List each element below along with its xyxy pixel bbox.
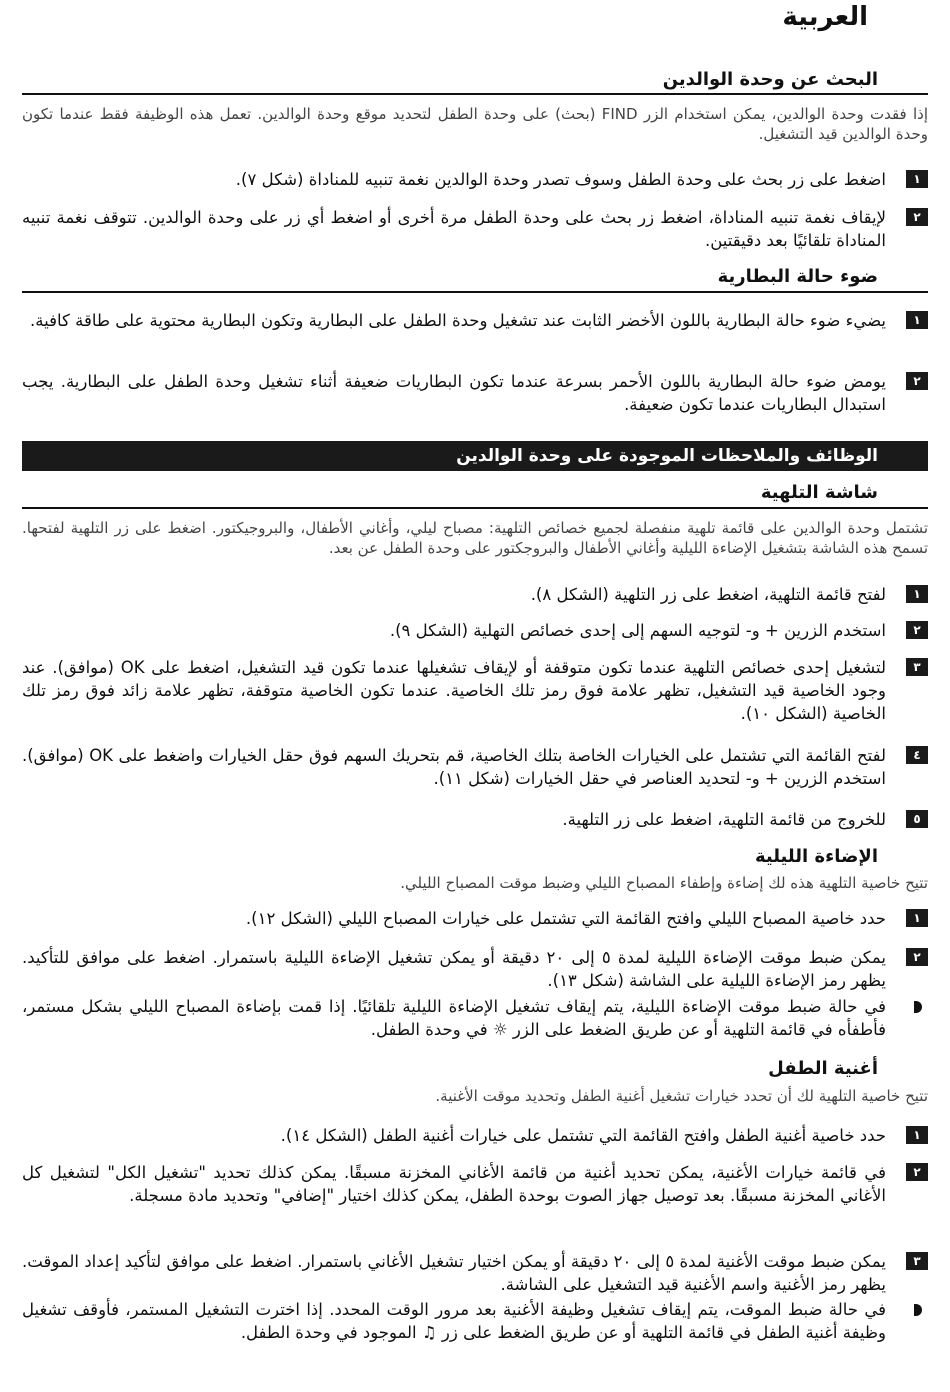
heading-rule bbox=[22, 291, 928, 293]
step-number: ٢ bbox=[906, 1163, 928, 1181]
step-number: ٤ bbox=[906, 746, 928, 764]
step-number: ٢ bbox=[906, 948, 928, 966]
step-item bbox=[22, 583, 928, 606]
step-number: ٢ bbox=[906, 372, 928, 390]
step-number: ٢ bbox=[906, 208, 928, 226]
step-number: ٣ bbox=[906, 1252, 928, 1270]
intro-night-light: تتيح خاصية التلهية هذه لك إضاءة وإطفاء المصباح الليلي وضبط موقت المصباح الليلي. bbox=[400, 874, 928, 892]
step-number: ٥ bbox=[906, 810, 928, 828]
note-item bbox=[22, 1298, 928, 1344]
step-number: ٢ bbox=[906, 621, 928, 639]
step-item bbox=[22, 1161, 928, 1207]
step-text: حدد خاصية أغنية الطفل وافتح القائمة التي تشتمل على خيارات أغنية الطفل (الشكل ١٤). bbox=[280, 1126, 886, 1145]
heading-battery-light: ضوء حالة البطارية bbox=[717, 266, 878, 287]
intro-find-parent-unit: إذا فقدت وحدة الوالدين، يمكن استخدام الزر FIND (بحث) على وحدة الطفل لتحديد موقع وحدة الوالدين. تعمل هذه الوظيفة فقط عندما تكون وحدة الوالدين قيد التشغيل. bbox=[22, 105, 928, 143]
heading-distraction-screen: شاشة التلهية bbox=[760, 482, 878, 503]
step-item bbox=[22, 1124, 928, 1147]
heading-rule bbox=[22, 507, 928, 509]
heading-find-parent-unit: البحث عن وحدة الوالدين bbox=[662, 69, 878, 90]
bullet-icon bbox=[914, 1304, 922, 1316]
section-banner: الوظائف والملاحظات الموجودة على وحدة الوالدين bbox=[22, 441, 928, 471]
note-text: في حالة ضبط الموقت، يتم إيقاف تشغيل وظيفة الأغنية بعد مرور الوقت المحدد. إذا اخترت التشغيل المستمر، فأوقف تشغيل وظيفة أغنية الطفل في قائمة التلهية أو عن طريق الضغط على زر ♫ الموجود في وحدة الطفل. bbox=[22, 1300, 886, 1342]
heading-rule bbox=[22, 93, 928, 95]
bullet-icon bbox=[914, 1001, 922, 1013]
step-item bbox=[22, 656, 928, 725]
heading-lullaby: أغنية الطفل bbox=[768, 1058, 878, 1079]
step-number: ١ bbox=[906, 170, 928, 188]
note-text: في حالة ضبط موقت الإضاءة الليلية، يتم إيقاف تشغيل الإضاءة الليلية تلقائيًا. إذا قمت بإضاءة المصباح الليلي بشكل مستمر، فأطفأه في قائمة التلهية أو عن طريق الضغط على الزر ☼ في وحدة الطفل. bbox=[22, 997, 886, 1039]
step-text: لتشغيل إحدى خصائص التلهية عندما تكون متوقفة أو لإيقاف تشغيلها عندما تكون قيد التشغيل، اضغط على OK (موافق). عند وجود الخاصية قيد التشغيل، تظهر علامة فوق رمز تلك الخاصية. عندما تكون الخاصية متوقفة، تظهر علامة زائد فوق رمز تلك الخاصية (الشكل ١٠). bbox=[22, 658, 886, 723]
step-text: لفتح القائمة التي تشتمل على الخيارات الخاصة بتلك الخاصية، قم بتحريك السهم فوق حقل الخيارات واضغط على OK (موافق). استخدم الزرين + و- لتحديد العناصر في حقل الخيارات (شكل ١١). bbox=[22, 746, 886, 788]
step-text: يمكن ضبط موقت الأغنية لمدة ٥ إلى ٢٠ دقيقة أو يمكن اختيار تشغيل الأغاني باستمرار. اضغط على موافق لتأكيد إعداد الموقت. يظهر رمز الأغنية واسم الأغنية قيد التشغيل على الشاشة. bbox=[22, 1252, 886, 1294]
step-number: ١ bbox=[906, 1126, 928, 1144]
step-number: ١ bbox=[906, 585, 928, 603]
step-item bbox=[22, 808, 928, 831]
step-item bbox=[22, 206, 928, 252]
step-text: يمكن ضبط موقت الإضاءة الليلية لمدة ٥ إلى ٢٠ دقيقة أو يمكن تشغيل الإضاءة الليلية باستمرار. اضغط على موافق للتأكيد. يظهر رمز الإضاءة الليلية على الشاشة (شكل ١٣). bbox=[22, 948, 886, 990]
step-number: ٣ bbox=[906, 658, 928, 676]
step-item bbox=[22, 946, 928, 992]
step-text: حدد خاصية المصباح الليلي وافتح القائمة التي تشتمل على خيارات المصباح الليلي (الشكل ١٢). bbox=[245, 909, 886, 928]
step-item bbox=[22, 744, 928, 790]
step-number: ١ bbox=[906, 311, 928, 329]
step-text: لفتح قائمة التلهية، اضغط على زر التلهية (الشكل ٨). bbox=[530, 585, 886, 604]
step-item bbox=[22, 309, 928, 332]
step-text: في قائمة خيارات الأغنية، يمكن تحديد أغنية من قائمة الأغاني المخزنة مسبقًا. يمكن كذلك تحديد "تشغيل الكل" لتشغيل كل الأغاني المخزنة مسبقًا. بعد توصيل جهاز الصوت بوحدة الطفل، يمكن كذلك اختيار "إضافي" وتحديد مادة مسجلة. bbox=[22, 1163, 886, 1205]
language-title: العربية bbox=[782, 2, 868, 32]
step-text: يضيء ضوء حالة البطارية باللون الأخضر الثابت عند تشغيل وحدة الطفل على البطارية وتكون البطارية محتوية على طاقة كافية. bbox=[30, 311, 886, 330]
step-item bbox=[22, 370, 928, 416]
heading-night-light: الإضاءة الليلية bbox=[754, 846, 878, 867]
step-item bbox=[22, 619, 928, 642]
step-text: يومض ضوء حالة البطارية باللون الأحمر بسرعة عندما تكون البطاريات ضعيفة أثناء تشغيل وحدة الطفل على البطارية. يجب استبدال البطاريات عندما تكون ضعيفة. bbox=[22, 372, 886, 414]
intro-lullaby: تتيح خاصية التلهية لك أن تحدد خيارات تشغيل أغنية الطفل وتحديد موقت الأغنية. bbox=[435, 1087, 928, 1105]
note-item bbox=[22, 995, 928, 1041]
step-text: للخروج من قائمة التلهية، اضغط على زر التلهية. bbox=[562, 810, 886, 829]
step-number: ١ bbox=[906, 909, 928, 927]
step-item bbox=[22, 907, 928, 930]
step-item bbox=[22, 1250, 928, 1296]
step-text: استخدم الزرين + و- لتوجيه السهم إلى إحدى خصائص التهلية (الشكل ٩). bbox=[389, 621, 886, 640]
step-text: اضغط على زر بحث على وحدة الطفل وسوف تصدر وحدة الوالدين نغمة تنبيه للمناداة (شكل ٧). bbox=[235, 170, 886, 189]
step-item bbox=[22, 168, 928, 191]
intro-distraction-screen: تشتمل وحدة الوالدين على قائمة تلهية منفصلة لجميع خصائص التلهية: مصباح ليلي، وأغاني الأطفال، والبروجيكتور. اضغط على زر التلهية لفتحها. تسمح هذه الشاشة بتشغيل الإضاءة الليلية وأغاني الأطفال والبروجكتور على وحدة الطفل عن بعد. bbox=[22, 519, 928, 557]
step-text: لإيقاف نغمة تنبيه المناداة، اضغط زر بحث على وحدة الطفل مرة أخرى أو اضغط أي زر على وحدة الوالدين. تتوقف نغمة تنبيه المناداة تلقائيًا بعد دقيقتين. bbox=[22, 208, 886, 250]
